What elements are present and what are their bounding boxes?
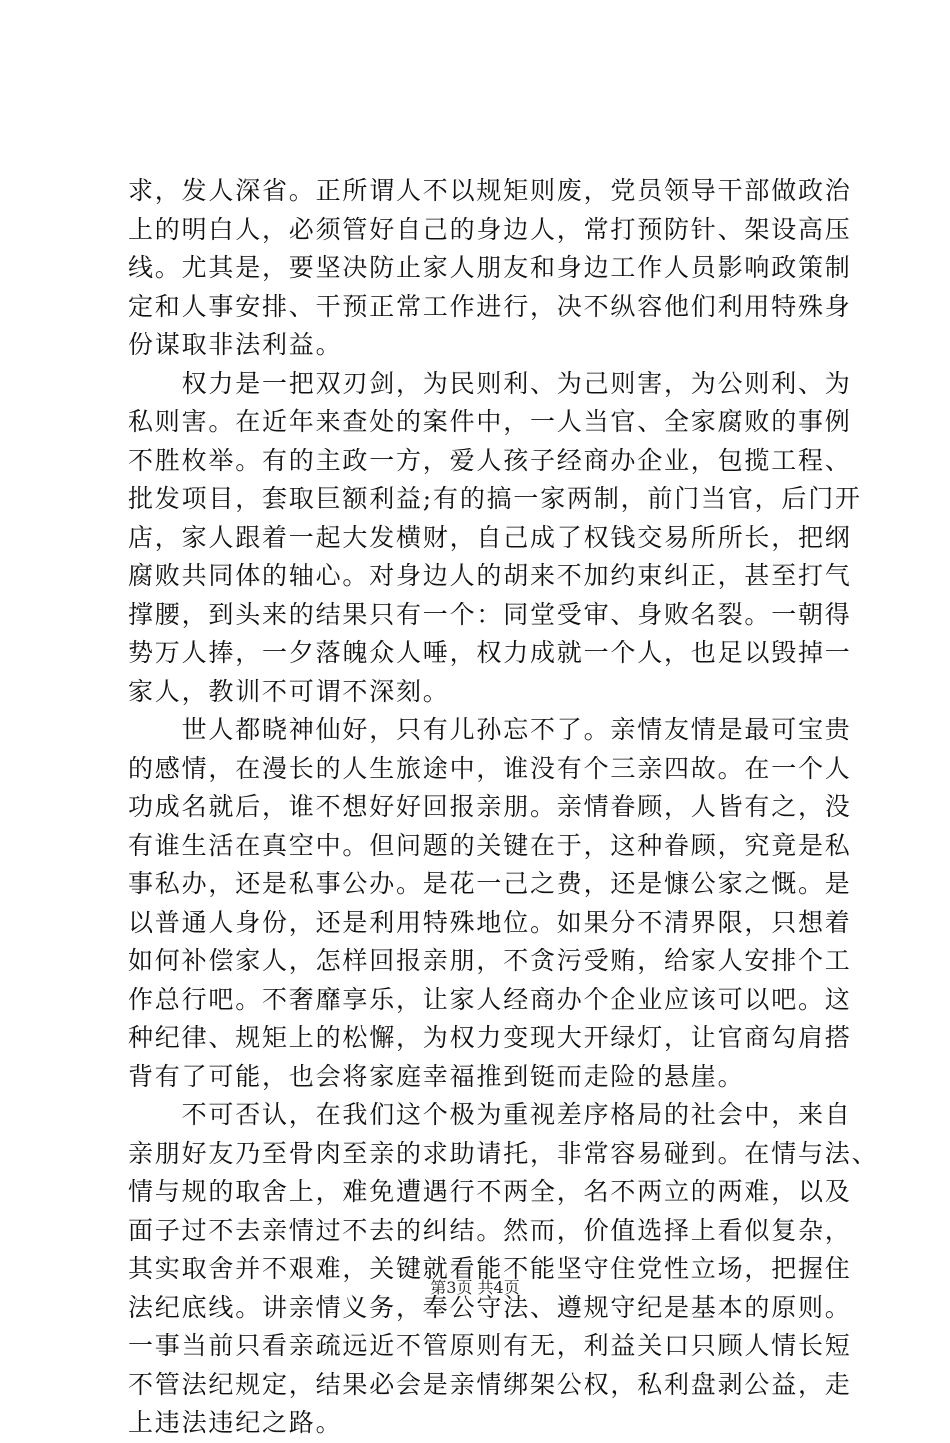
text-line: 种纪律、规矩上的松懈，为权力变现大开绿灯，让官商勾肩搭 bbox=[128, 1023, 852, 1052]
text-line: 份谋取非法利益。 bbox=[128, 330, 343, 359]
text-line: 定和人事安排、干预正常工作进行，决不纵容他们利用特殊身 bbox=[128, 291, 852, 321]
text-line: 作总行吧。不奢靡享乐，让家人经商办个企业应该可以吧。这 bbox=[128, 984, 852, 1014]
text-line: 店，家人跟着一起大发横财，自己成了权钱交易所所长，把纲 bbox=[128, 522, 852, 552]
text-line: 不胜枚举。有的主政一方，爱人孩子经商办企业，包揽工程、 bbox=[128, 445, 852, 475]
text-line: 权力是一把双刃剑，为民则利、为己则害，为公则利、为 bbox=[128, 368, 852, 398]
body-text bbox=[128, 172, 879, 1443]
text-line: 事私办，还是私事公办。是花一己之费，还是慷公家之慨。是 bbox=[128, 869, 852, 898]
text-line: 私则害。在近年来查处的案件中，一人当官、全家腐败的事例 bbox=[128, 407, 852, 436]
text-line: 撑腰，到头来的结果只有一个：同堂受审、身败名裂。一朝得 bbox=[128, 599, 852, 629]
text-line: 功成名就后，谁不想好好回报亲朋。亲情眷顾，人皆有之，没 bbox=[128, 792, 852, 821]
text-line: 其实取舍并不艰难，关键就看能不能坚守住党性立场，把握住 bbox=[128, 1254, 852, 1283]
text-line: 的感情，在漫长的人生旅途中，谁没有个三亲四故。在一个人 bbox=[128, 753, 852, 783]
page-number-footer: 第3页 共4页 bbox=[430, 1278, 520, 1297]
text-line: 亲朋好友乃至骨肉至亲的求助请托，非常容易碰到。在情与法、 bbox=[128, 1138, 879, 1168]
text-line: 线。尤其是，要坚决防止家人朋友和身边工作人员影响政策制 bbox=[128, 253, 852, 282]
text-line: 上违法违纪之路。 bbox=[128, 1408, 343, 1437]
text-line: 一事当前只看亲疏远近不管原则有无，利益关口只顾人情长短 bbox=[128, 1331, 852, 1360]
text-line: 上的明白人，必须管好自己的身边人，常打预防针、架设高压 bbox=[128, 214, 852, 244]
text-line: 以普通人身份，还是利用特殊地位。如果分不清界限，只想着 bbox=[128, 907, 852, 937]
text-line: 家人，教训不可谓不深刻。 bbox=[128, 676, 450, 706]
text-line: 腐败共同体的轴心。对身边人的胡来不加约束纠正，甚至打气 bbox=[128, 561, 852, 590]
text-line: 面子过不去亲情过不去的纠结。然而，价值选择上看似复杂， bbox=[128, 1215, 852, 1245]
text-line: 世人都晓神仙好，只有儿孙忘不了。亲情友情是最可宝贵 bbox=[128, 715, 852, 744]
text-line: 法纪底线。讲亲情义务，奉公守法、遵规守纪是基本的原则。 bbox=[128, 1292, 852, 1322]
text-line: 求，发人深省。正所谓人不以规矩则废，党员领导干部做政治 bbox=[128, 176, 852, 205]
text-line: 情与规的取舍上，难免遭遇行不两全，名不两立的两难，以及 bbox=[128, 1177, 852, 1206]
text-line: 势万人捧，一夕落魄众人唾，权力成就一个人，也足以毁掉一 bbox=[128, 638, 852, 667]
text-line: 不可否认，在我们这个极为重视差序格局的社会中，来自 bbox=[128, 1100, 852, 1129]
text-line: 不管法纪规定，结果必会是亲情绑架公权，私利盘剥公益，走 bbox=[128, 1369, 852, 1399]
text-line: 有谁生活在真空中。但问题的关键在于，这种眷顾，究竟是私 bbox=[128, 830, 852, 860]
text-line: 如何补偿家人，怎样回报亲朋，不贪污受贿，给家人安排个工 bbox=[128, 946, 852, 975]
text-line: 批发项目，套取巨额利益;有的搞一家两制，前门当官，后门开 bbox=[128, 484, 862, 513]
text-line: 背有了可能，也会将家庭幸福推到铤而走险的悬崖。 bbox=[128, 1061, 745, 1091]
